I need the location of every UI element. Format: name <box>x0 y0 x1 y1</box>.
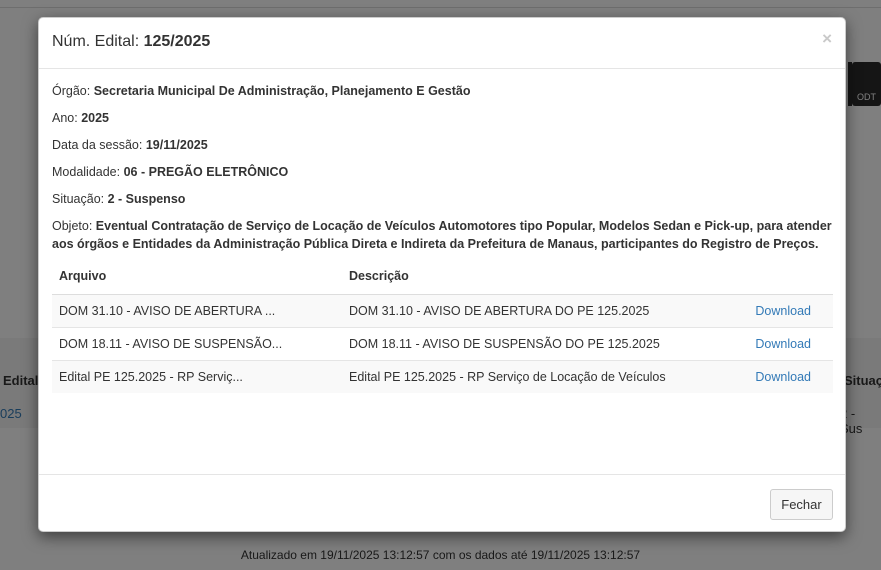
modal-title <box>52 33 832 51</box>
field-orgao <box>52 82 832 100</box>
table-row <box>52 360 833 393</box>
modal-header <box>39 18 845 69</box>
field-modalidade-label: Modalidade: <box>52 165 121 179</box>
field-modalidade <box>52 163 832 181</box>
field-modalidade-value: 06 - PREGÃO ELETRÔNICO <box>123 165 289 179</box>
cell-descricao: DOM 31.10 - AVISO DE ABERTURA DO PE 125.2025 <box>342 294 712 327</box>
cell-arquivo: DOM 31.10 - AVISO DE ABERTURA ... <box>52 294 342 327</box>
download-link[interactable]: Download <box>755 369 811 384</box>
field-ano <box>52 109 832 127</box>
field-ano-label: Ano: <box>52 111 78 125</box>
download-link[interactable]: Download <box>755 336 811 351</box>
column-header-actions <box>712 259 833 294</box>
files-table-header-row <box>52 259 833 294</box>
field-data-sessao <box>52 136 832 154</box>
field-situacao <box>52 190 832 208</box>
cell-descricao: Edital PE 125.2025 - RP Serviço de Locação de Veículos <box>342 360 712 393</box>
field-situacao-value: 2 - Suspenso <box>107 192 186 206</box>
field-situacao-label: Situação: <box>52 192 105 206</box>
cell-arquivo: DOM 18.11 - AVISO DE SUSPENSÃO... <box>52 327 342 360</box>
cell-arquivo: Edital PE 125.2025 - RP Serviç... <box>52 360 342 393</box>
download-link[interactable]: Download <box>755 303 811 318</box>
modal-footer <box>39 474 845 532</box>
field-orgao-label: Órgão: <box>52 84 91 98</box>
field-orgao-value: Secretaria Municipal De Administração, Planejamento E Gestão <box>93 84 471 98</box>
field-objeto-label: Objeto: <box>52 219 93 233</box>
modal-body <box>39 69 845 474</box>
edital-details-modal <box>38 17 846 532</box>
modal-title-label: Núm. Edital: <box>52 33 140 50</box>
field-objeto <box>52 217 832 253</box>
cell-descricao: DOM 18.11 - AVISO DE SUSPENSÃO DO PE 125.2025 <box>342 327 712 360</box>
close-icon[interactable]: × <box>822 29 832 48</box>
table-row <box>52 327 833 360</box>
column-header-arquivo: Arquivo <box>52 259 342 294</box>
field-data-sessao-value: 19/11/2025 <box>145 138 208 152</box>
files-table <box>52 259 833 393</box>
field-ano-value: 2025 <box>81 111 110 125</box>
field-objeto-value: Eventual Contratação de Serviço de Locação de Veículos Automotores tipo Popular, Modelos Sedan e Pick-up, para atender aos órgãos e Entidades da Administração Pública Direta e Indireta da Prefeitura de Manaus, participantes do Registro de Preços. <box>52 219 832 251</box>
fechar-button[interactable]: Fechar <box>770 489 833 520</box>
field-data-sessao-label: Data da sessão: <box>52 138 143 152</box>
column-header-descricao: Descrição <box>342 259 712 294</box>
table-row <box>52 294 833 327</box>
modal-title-value: 125/2025 <box>143 33 211 50</box>
